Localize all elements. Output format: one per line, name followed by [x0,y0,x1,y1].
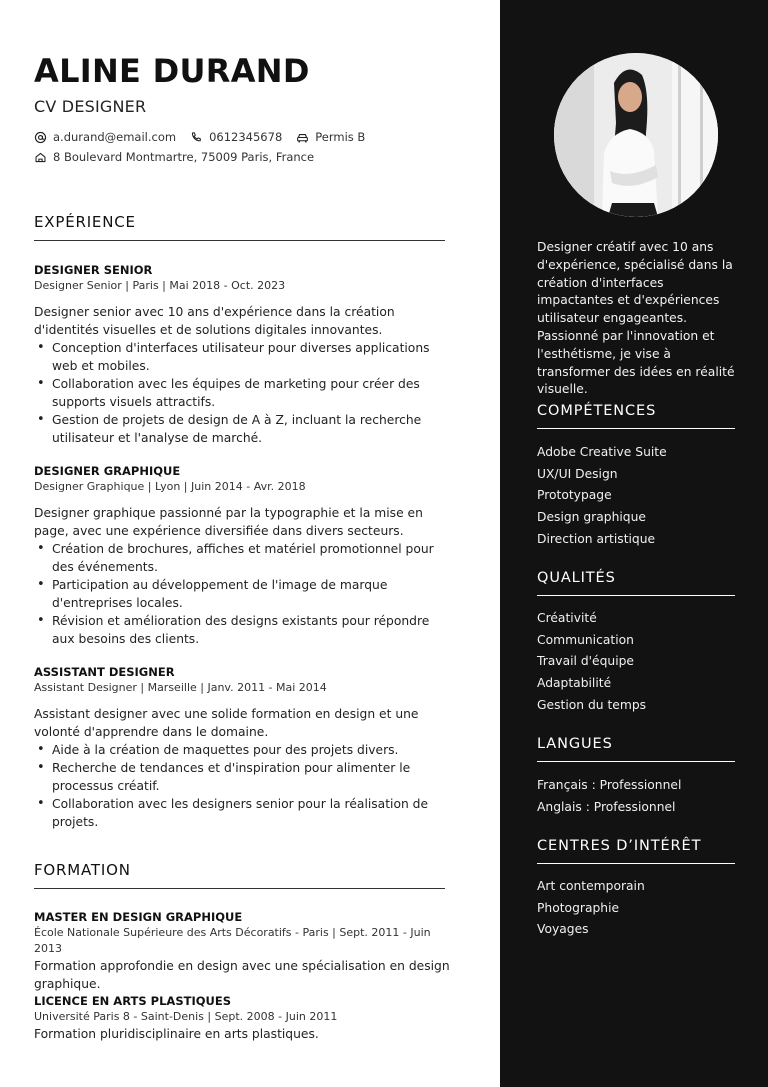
job-entry [34,262,454,447]
skill-item: Prototypage [537,488,612,503]
skills-heading: COMPÉTENCES [537,403,735,429]
at-icon [34,131,47,144]
quality-item: Gestion du temps [537,697,647,712]
profile-summary: Designer créatif avec 10 ans d'expérience, spécialisé dans la création d'interfaces impactantes et d'expériences utilisateur engageantes. Passionné par l'innovation et l'esthétisme, je vise à transformer des idées en réalité visuelle. [537,240,735,397]
job-entry [34,463,454,648]
phone-text: 0612345678 [209,130,283,144]
job-bullet: • Conception d'interfaces utilisateur pour diverses applications web et mobiles. [34,339,454,375]
job-description: Assistant designer avec une solide formation en design et une volonté d'apprendre dans le domaine. [34,707,419,739]
quality-item: Communication [537,632,634,647]
degree-title: MASTER EN DESIGN GRAPHIQUE [34,910,243,924]
job-bullet: • Aide à la création de maquettes pour des projets divers. [34,741,454,759]
skills-list [537,442,737,551]
job-meta: Assistant Designer | Marseille | Janv. 2011 - Mai 2014 [34,681,327,694]
interest-item: Voyages [537,922,589,937]
skill-item: Design graphique [537,510,646,525]
language-item: Anglais : Professionnel [537,799,676,814]
education-entry [34,993,454,1043]
degree-title: LICENCE EN ARTS PLASTIQUES [34,994,231,1008]
skill-item: UX/UI Design [537,466,618,481]
degree-meta: Université Paris 8 - Saint-Denis | Sept. 2008 - Juin 2011 [34,1010,338,1023]
skill-item: Adobe Creative Suite [537,445,667,459]
home-icon [34,151,47,164]
job-title: DESIGNER SENIOR [34,263,153,277]
qualities-list [537,608,737,717]
address-text: 8 Boulevard Montmartre, 75009 Paris, France [53,150,315,164]
degree-description: Formation pluridisciplinaire en arts plastiques. [34,1027,319,1041]
profile-photo [554,53,718,217]
job-bullets [34,540,454,648]
quality-item: Créativité [537,611,597,625]
candidate-name: ALINE DURAND [34,52,310,90]
job-title: DESIGNER GRAPHIQUE [34,464,181,478]
experience-heading: EXPÉRIENCE [34,213,445,241]
job-bullet: • Participation au développement de l'image de marque d'entreprises locales. [34,576,454,612]
degree-meta: École Nationale Supérieure des Arts Décoratifs - Paris | Sept. 2011 - Juin 2013 [34,926,431,955]
skill-item: Direction artistique [537,531,656,546]
job-bullet: • Recherche de tendances et d'inspiration pour alimenter le processus créatif. [34,759,454,795]
job-description: Designer graphique passionné par la typographie et la mise en page, avec une expérience diversifiée dans divers secteurs. [34,506,423,538]
quality-item: Adaptabilité [537,676,612,691]
education-entry [34,909,454,993]
job-title: ASSISTANT DESIGNER [34,665,175,679]
languages-list [537,775,737,818]
contact-email[interactable] [34,130,176,144]
car-icon [296,131,309,144]
education-heading: FORMATION [34,861,445,889]
job-bullet: • Révision et amélioration des designs existants pour répondre aux besoins des clients. [34,612,454,648]
interests-list [537,876,737,941]
job-bullet: • Collaboration avec les équipes de marketing pour créer des supports visuels attractifs. [34,375,454,411]
job-bullet: • Création de brochures, affiches et matériel promotionnel pour des événements. [34,540,454,576]
job-meta: Designer Senior | Paris | Mai 2018 - Oct. 2023 [34,279,286,292]
interest-item: Photographie [537,900,620,915]
email-text: a.durand@email.com [53,130,177,144]
qualities-heading: QUALITÉS [537,570,735,596]
languages-heading: LANGUES [537,736,735,762]
job-title-heading: CV DESIGNER [34,97,147,116]
phone-icon [190,131,203,144]
job-entry [34,664,454,831]
job-bullets [34,339,454,447]
degree-description: Formation approfondie en design avec une spécialisation en design graphique. [34,959,450,991]
interest-item: Art contemporain [537,879,645,893]
address-row [34,150,328,164]
job-description: Designer senior avec 10 ans d'expérience dans la création d'identités visuelles et de solutions digitales innovantes. [34,305,395,337]
portrait-illustration [554,53,718,217]
interests-heading: CENTRES D’INTÉRÊT [537,838,735,864]
quality-item: Travail d'équipe [537,654,634,669]
contact-row [34,130,379,144]
contact-phone[interactable] [190,130,282,144]
job-bullet: • Collaboration avec les designers senior pour la réalisation de projets. [34,795,454,831]
job-bullet: • Gestion de projets de design de A à Z, incluant la recherche utilisateur et l'analyse de marché. [34,411,454,447]
contact-license [296,130,365,144]
language-item: Français : Professionnel [537,778,682,792]
contact-address [34,150,314,164]
job-meta: Designer Graphique | Lyon | Juin 2014 - Avr. 2018 [34,480,306,493]
license-text: Permis B [315,130,366,144]
job-bullets [34,741,454,831]
